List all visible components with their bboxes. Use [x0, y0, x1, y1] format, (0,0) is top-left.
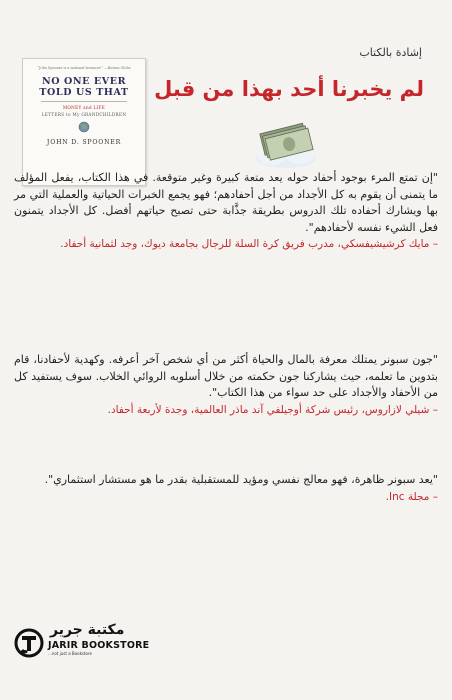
cover-subtitle-line1: MONEY and LIFE [62, 105, 106, 110]
cover-title-line1: NO ONE EVER [41, 76, 127, 87]
cover-subtitle-line2: LETTERS to My GRANDCHILDREN [41, 112, 127, 117]
publisher-name-english: JARIR BOOKSTORE [48, 640, 150, 651]
publisher-tagline: ...not just a Bookstore [48, 651, 93, 656]
section-eyebrow: إشادة بالكتاب [359, 46, 422, 59]
review-attribution-1: – مايك كرشيشيفسكي، مدرب فريق كرة السلة للرجال بجامعة ديوك، وجد لثمانية أحفاد. [60, 238, 438, 250]
review-text-3: "يعد سبونر ظاهرة، فهو معالج نفسي ومؤيد للمستقبلية بقدر ما هو مستشار استثماري". [44, 473, 438, 486]
cover-title-line2: TOLD US THAT [39, 87, 129, 98]
cover-divider [41, 101, 127, 102]
book-cover-thumbnail [22, 58, 146, 186]
review-attribution-2: – شيلي لازاروس، رئيس شركة أوجيلفي آند ماذر العالمية، وجدة لأربعة أحفاد. [107, 403, 438, 416]
review-quote-2 [14, 352, 438, 418]
money-stack-icon [252, 116, 318, 170]
cover-author: JOHN D. SPOONER [46, 139, 122, 146]
globe-icon [76, 121, 92, 133]
publisher-logo [14, 622, 150, 660]
review-text-2: "جون سبونر يمتلك معرفة بالمال والحياة أكثر من أي شخص آخر أعرفه. وكهدية لأحفادنا، قام بتدوين ما تعلمه، حيث يشاركنا جون حكمته من خلال أسلوبه الروائي الخلاب. سوف يستفيد كل من الأحفاد والأجداد على حد سواء من هذا الكتاب". [14, 353, 438, 399]
publisher-name-arabic: مكتبة جرير [50, 622, 125, 638]
page-title: لم يخبرنا أحد بهذا من قبل [154, 77, 424, 101]
review-text-1: "إن تمتع المرء بوجود أحفاد حوله يعد متعة كبيرة وغير متوقعة. في هذا الكتاب، يفعل المؤلف ما يتمنى أن يقوم به كل الأجداد من أجل أحفادهم؛ فهو يجمع الخبرات الحياتية والعملية التي مر بها ويشارك أحفاده تلك الدروس بطريقة جذَّابة حتى تصبح حياتهم أفضل. كل الأجداد يتمنون فعل الشيء نفسه لأحفادهم". [14, 171, 438, 234]
cover-blurb: “John Spooner is a national treasure!” —Boston Globe [37, 66, 131, 70]
review-attribution-3: – مجلة Inc. [385, 490, 438, 503]
review-quote-3 [14, 472, 438, 505]
jarir-logo-icon [14, 628, 44, 658]
review-quote-1 [14, 170, 438, 253]
